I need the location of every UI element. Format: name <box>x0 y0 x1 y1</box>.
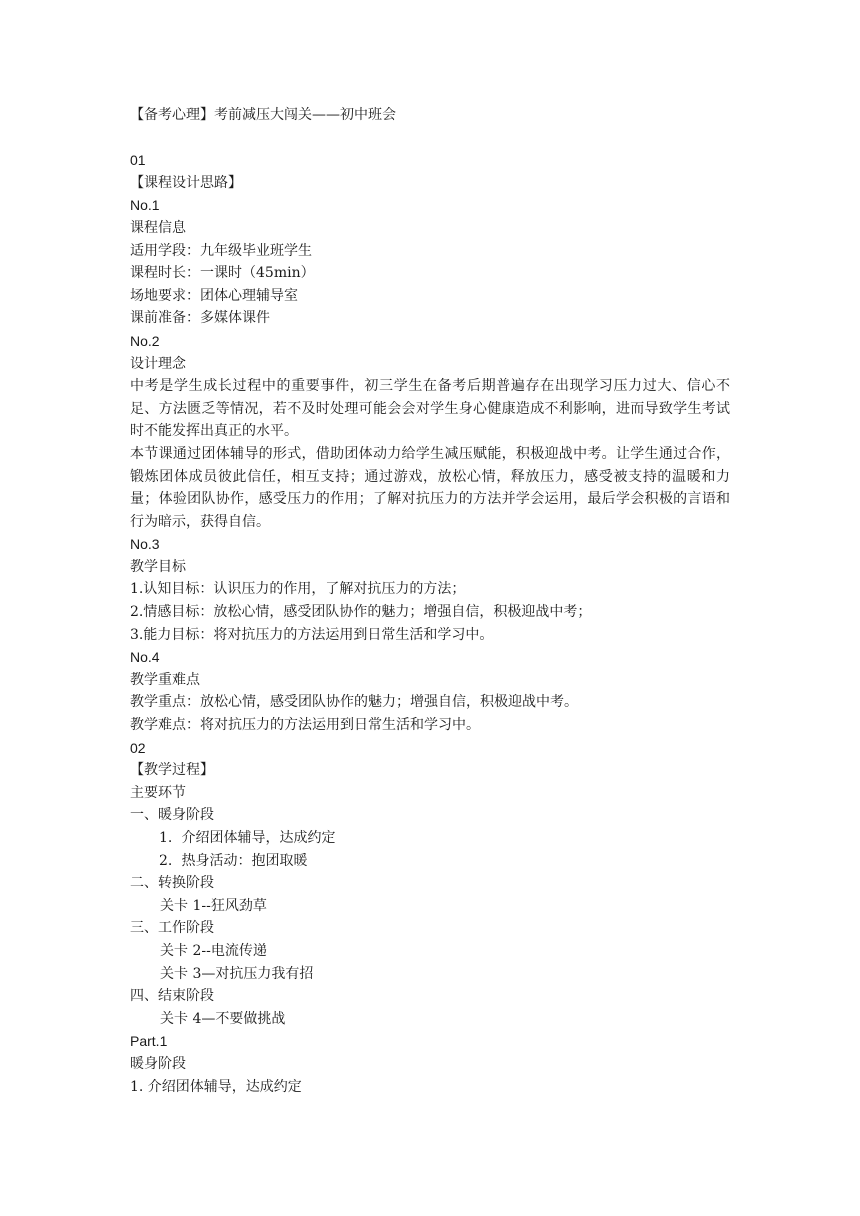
list-item: 关卡 2--电流传递 <box>160 942 267 959</box>
list-item-number: 1. <box>159 830 173 846</box>
info-row: 课前准备：多媒体课件 <box>130 310 270 327</box>
subsection-label: No.2 <box>130 332 160 349</box>
section-number: 01 <box>130 152 146 169</box>
key-point-row: 教学难点：将对抗压力的方法运用到日常生活和学习中。 <box>130 717 480 734</box>
subsection-label: No.3 <box>130 536 160 553</box>
section-number: 02 <box>130 739 146 756</box>
paragraph: 本节课通过团体辅导的形式，借助团体动力给学生减压赋能，积极迎战中考。让学生通过合作，锻炼团体成员彼此信任，相互支持；通过游戏，放松心情，释放压力，感受被支持的温暖和力量；体验团队协作，感受压力的作用；了解对抗压力的方法并学会运用，最后学会积极的言语和行为暗示，获得自信。 <box>130 445 730 530</box>
part-title: 暖身阶段 <box>130 1055 186 1072</box>
list-item-text: 介绍团体辅导，达成约定 <box>181 830 336 846</box>
stage-heading: 二、转换阶段 <box>130 875 214 892</box>
list-item: 关卡 4—不要做挑战 <box>160 1010 286 1027</box>
info-row: 课程时长：一课时（45min） <box>130 265 315 282</box>
section-heading: 【课程设计思路】 <box>130 174 242 191</box>
subsection-title: 教学重难点 <box>130 671 200 688</box>
section-heading: 【教学过程】 <box>130 762 214 779</box>
document-page <box>130 104 730 1098</box>
subsection-title: 课程信息 <box>130 219 186 236</box>
list-item <box>130 827 730 850</box>
subsection-title: 设计理念 <box>130 355 186 372</box>
goal-row: 3.能力目标：将对抗压力的方法运用到日常生活和学习中。 <box>130 626 494 643</box>
stage-heading: 一、暖身阶段 <box>130 807 214 824</box>
key-point-row: 教学重点：放松心情，感受团队协作的魅力；增强自信，积极迎战中考。 <box>130 694 578 711</box>
info-row: 场地要求：团体心理辅导室 <box>130 287 298 304</box>
subsection-label: No.4 <box>130 649 160 666</box>
list-item: 1. 介绍团体辅导，达成约定 <box>130 1078 302 1095</box>
goal-row: 1.认知目标：认识压力的作用，了解对抗压力的方法； <box>130 581 466 598</box>
document-title: 【备考心理】考前减压大闯关——初中班会 <box>130 107 396 123</box>
list-item <box>130 850 730 873</box>
info-row: 适用学段：九年级毕业班学生 <box>130 242 312 259</box>
list-item: 关卡 3—对抗压力我有招 <box>160 965 314 982</box>
stage-heading: 三、工作阶段 <box>130 920 214 937</box>
list-item: 关卡 1--狂风劲草 <box>160 897 267 914</box>
list-item-number: 2. <box>159 852 173 869</box>
subsection-title: 主要环节 <box>130 784 186 801</box>
part-label: Part.1 <box>130 1033 168 1050</box>
stage-heading: 四、结束阶段 <box>130 988 214 1005</box>
paragraph: 中考是学生成长过程中的重要事件，初三学生在备考后期普遍存在出现学习压力过大、信心不足、方法匮乏等情况，若不及时处理可能会会对学生身心健康造成不利影响，进而导致学生考试时不能发挥出真正的水平。 <box>130 378 730 440</box>
subsection-title: 教学目标 <box>130 558 186 575</box>
subsection-label: No.1 <box>130 197 160 214</box>
list-item-text: 热身活动：抱团取暖 <box>181 852 308 869</box>
goal-row: 2.情感目标：放松心情，感受团队协作的魅力；增强自信，积极迎战中考； <box>130 604 592 621</box>
